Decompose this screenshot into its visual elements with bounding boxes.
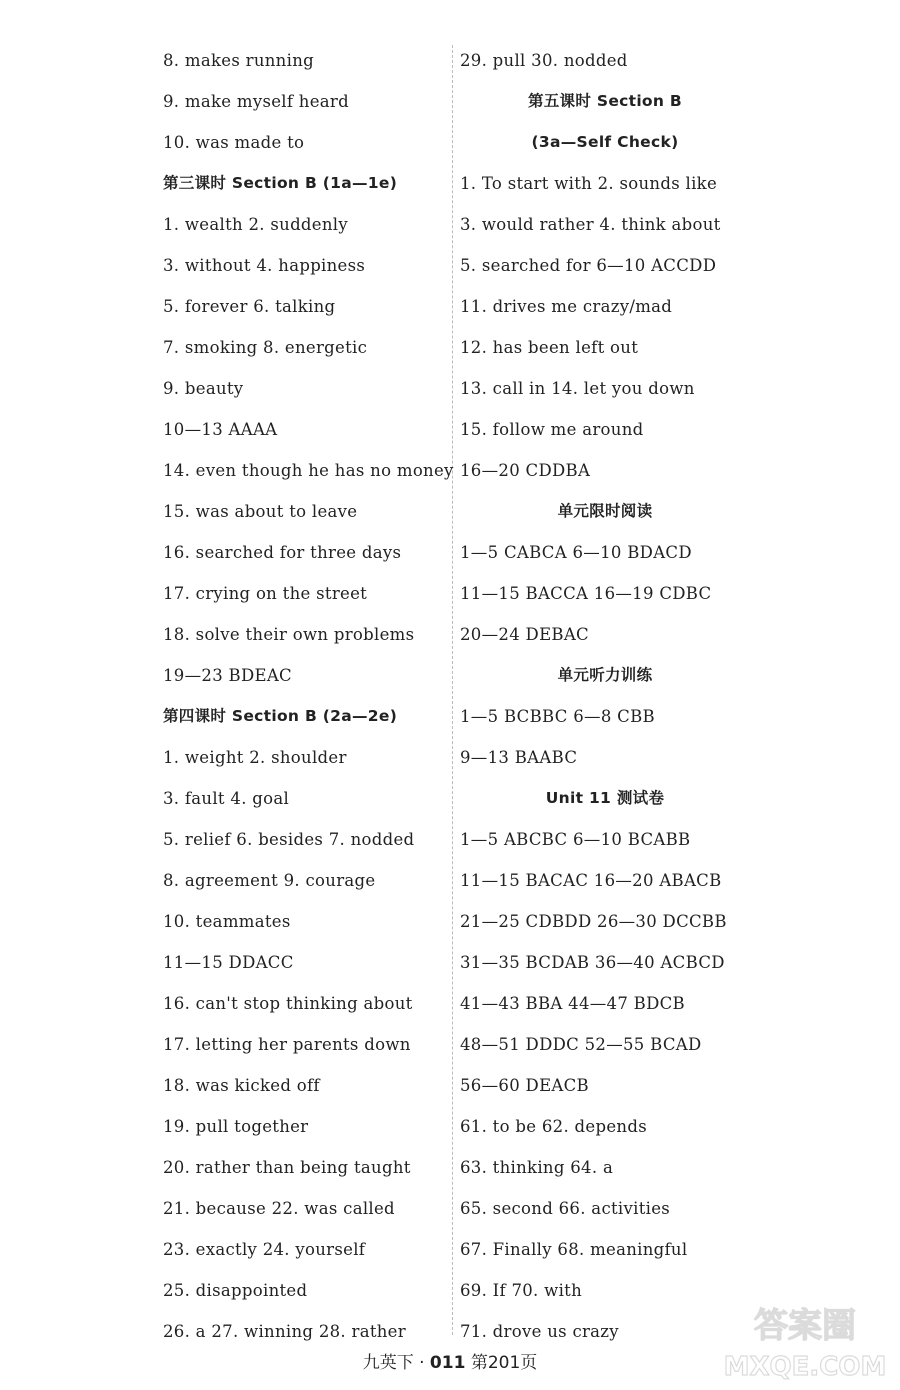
section-heading: 单元听力训练: [557, 666, 653, 684]
answer-line: 20—24 DEBAC: [460, 625, 589, 644]
answer-line: 67. Finally 68. meaningful: [460, 1240, 688, 1259]
answer-line: 1—5 ABCBC 6—10 BCABB: [460, 830, 691, 849]
watermark-text-cn: 答案圈: [754, 1306, 856, 1346]
answer-line: 11. drives me crazy/mad: [460, 297, 673, 316]
answer-line: 11—15 BACAC 16—20 ABACB: [460, 871, 722, 890]
section-heading: 第五课时 Section B: [527, 92, 683, 110]
answer-line: 14. even though he has no money: [163, 461, 454, 480]
answer-line: 26. a 27. winning 28. rather: [163, 1322, 406, 1341]
answer-line: 5. searched for 6—10 ACCDD: [460, 256, 717, 275]
answer-line: 1—5 BCBBC 6—8 CBB: [460, 707, 655, 726]
watermark-text-url: MXQE.COM: [723, 1352, 887, 1382]
answer-line: 1. To start with 2. sounds like: [460, 174, 718, 193]
answer-line: 3. without 4. happiness: [163, 256, 366, 275]
answer-line: 11—15 DDACC: [163, 953, 294, 972]
answer-line: 16—20 CDDBA: [460, 461, 591, 480]
answer-line: 18. solve their own problems: [163, 625, 415, 644]
answer-line: 12. has been left out: [460, 338, 639, 357]
answer-line: 8. makes running: [163, 51, 314, 70]
footer-code: 011: [429, 1353, 466, 1373]
answer-line: 20. rather than being taught: [163, 1158, 411, 1177]
answer-line: 15. was about to leave: [163, 502, 358, 521]
right-answer-column: [460, 40, 750, 1352]
answer-line: 19—23 BDEAC: [163, 666, 292, 685]
answer-line: 5. relief 6. besides 7. nodded: [163, 830, 415, 849]
answer-line: 11—15 BACCA 16—19 CDBC: [460, 584, 712, 603]
section-heading: 第三课时 Section B (1a—1e): [163, 174, 398, 192]
section-heading: Unit 11 测试卷: [545, 789, 665, 807]
answer-line: 10—13 AAAA: [163, 420, 278, 439]
section-heading: 单元限时阅读: [557, 502, 653, 520]
answer-line: 19. pull together: [163, 1117, 309, 1136]
answer-line: 29. pull 30. nodded: [460, 51, 628, 70]
answer-line: 69. If 70. with: [460, 1281, 582, 1300]
footer-page-number: 第201页: [465, 1353, 538, 1373]
answer-line: 3. fault 4. goal: [163, 789, 290, 808]
answer-line: 25. disappointed: [163, 1281, 308, 1300]
answer-line: 48—51 DDDC 52—55 BCAD: [460, 1035, 702, 1054]
answer-line: 3. would rather 4. think about: [460, 215, 721, 234]
answer-line: 9. make myself heard: [163, 92, 349, 111]
answer-line: 9—13 BAABC: [460, 748, 578, 767]
left-answer-column: [163, 40, 454, 1352]
answer-line: 10. was made to: [163, 133, 305, 152]
answer-line: 16. searched for three days: [163, 543, 402, 562]
answer-line: 21. because 22. was called: [163, 1199, 395, 1218]
answer-line: 65. second 66. activities: [460, 1199, 671, 1218]
answer-line: 8. agreement 9. courage: [163, 871, 376, 890]
answer-line: 5. forever 6. talking: [163, 297, 336, 316]
answer-line: 41—43 BBA 44—47 BDCB: [460, 994, 685, 1013]
answer-line: 1. wealth 2. suddenly: [163, 215, 348, 234]
answer-line: 23. exactly 24. yourself: [163, 1240, 366, 1259]
answer-line: 71. drove us crazy: [460, 1322, 619, 1341]
answer-line: 1. weight 2. shoulder: [163, 748, 347, 767]
answer-line: 15. follow me around: [460, 420, 644, 439]
section-heading: 第四课时 Section B (2a—2e): [163, 707, 398, 725]
watermark-logo: [720, 1295, 890, 1385]
footer-book-label: 九英下 ·: [362, 1353, 430, 1373]
answer-line: 16. can't stop thinking about: [163, 994, 413, 1013]
answer-line: 17. letting her parents down: [163, 1035, 411, 1054]
answer-line: 9. beauty: [163, 379, 244, 398]
answer-line: 13. call in 14. let you down: [460, 379, 695, 398]
answer-line: 17. crying on the street: [163, 584, 368, 603]
answer-line: 61. to be 62. depends: [460, 1117, 647, 1136]
answer-line: 56—60 DEACB: [460, 1076, 589, 1095]
answer-line: 7. smoking 8. energetic: [163, 338, 368, 357]
answer-line: 63. thinking 64. a: [460, 1158, 614, 1177]
answer-line: 21—25 CDBDD 26—30 DCCBB: [460, 912, 727, 931]
column-divider: [452, 45, 453, 1335]
answer-line: 1—5 CABCA 6—10 BDACD: [460, 543, 692, 562]
answer-line: 10. teammates: [163, 912, 291, 931]
section-heading: (3a—Self Check): [531, 133, 679, 151]
answer-line: 18. was kicked off: [163, 1076, 320, 1095]
answer-line: 31—35 BCDAB 36—40 ACBCD: [460, 953, 725, 972]
